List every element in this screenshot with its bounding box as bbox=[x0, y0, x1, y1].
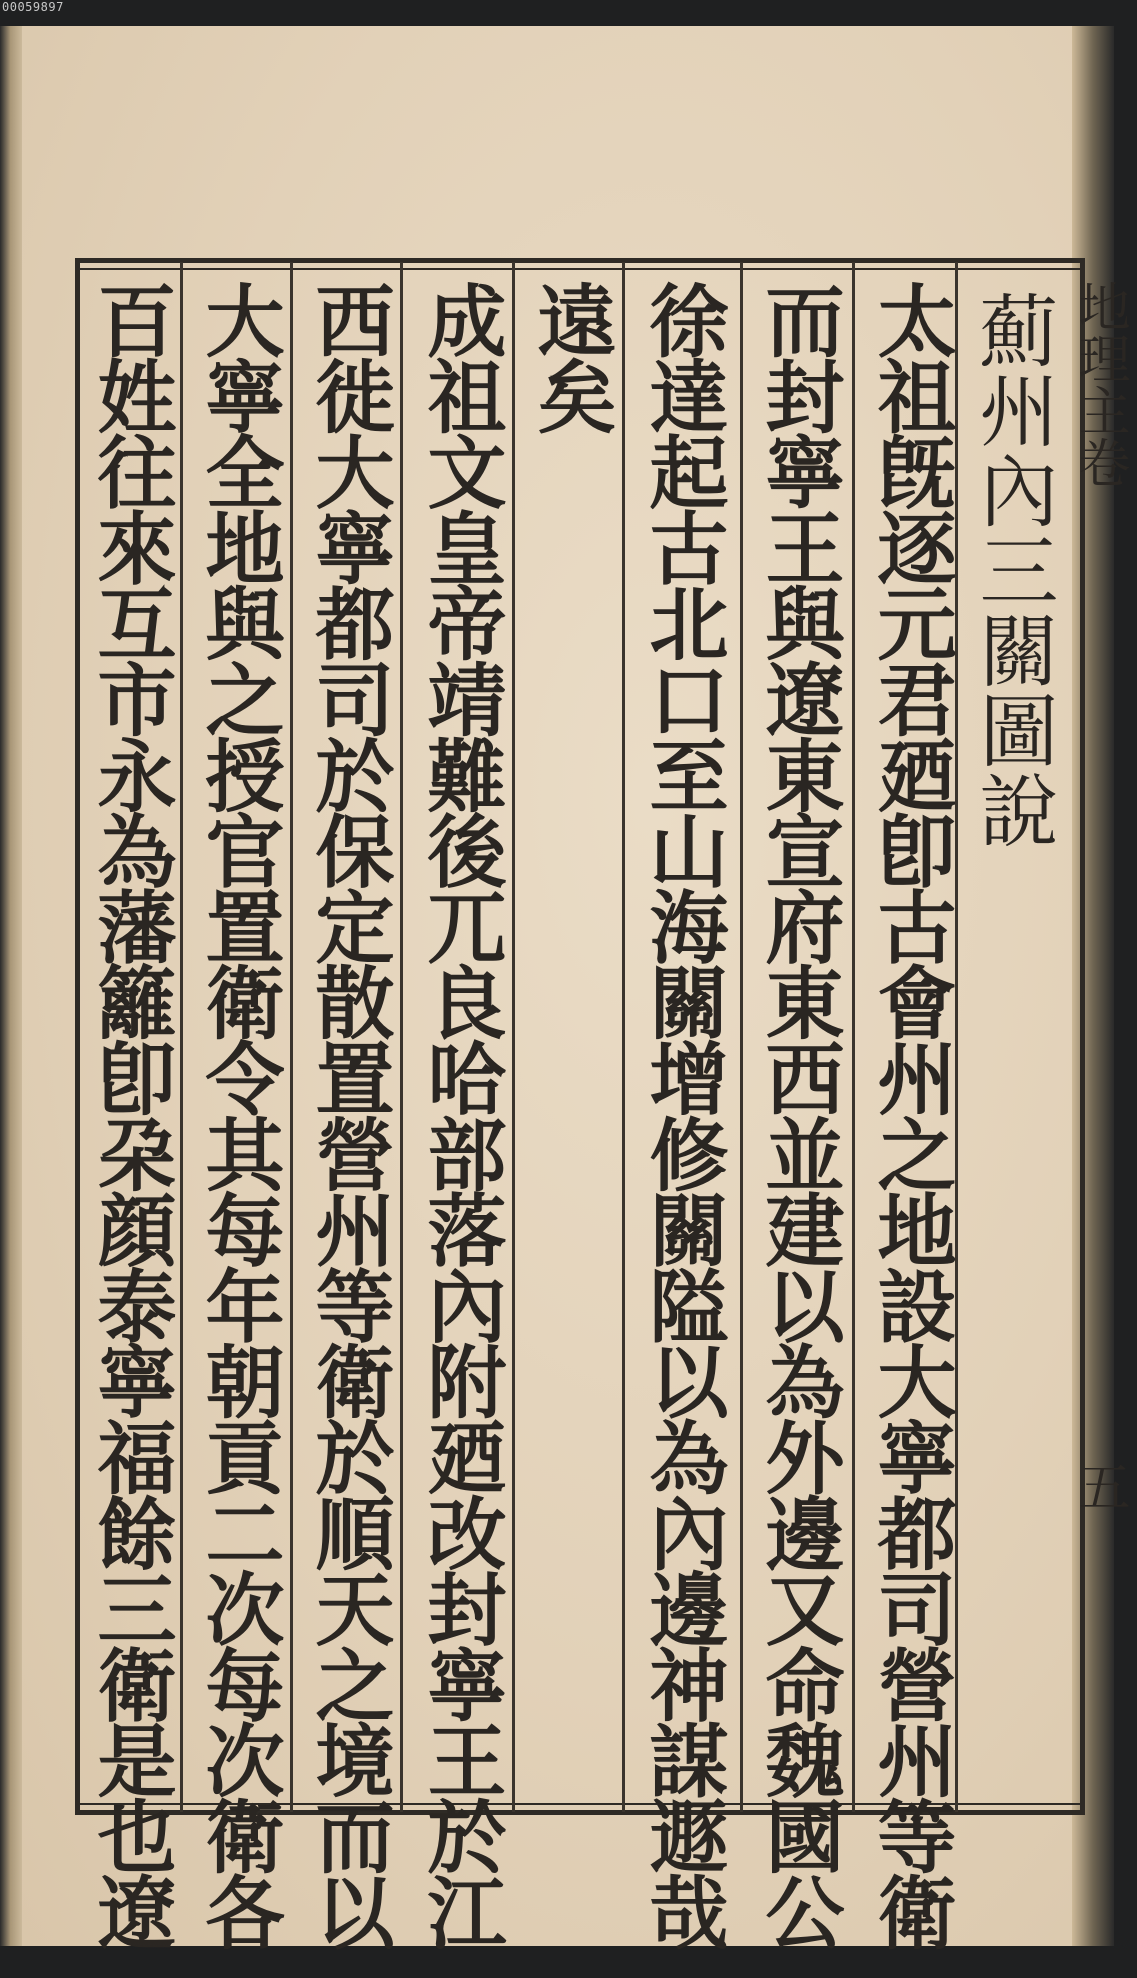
text-column-8: 百姓往來互市永為藩籬卽朶顔泰寧福餘三衛是也遼 bbox=[84, 280, 177, 1948]
text-column-3: 徐達起古北口至山海關增修關隘以為內邊神謀遯哉 bbox=[636, 280, 729, 1948]
margin-page-number: 五 bbox=[1069, 1460, 1129, 1512]
margin-caption: 地理主卷 bbox=[1069, 280, 1129, 488]
scan-id-label: 00059897 bbox=[2, 0, 64, 14]
column-rule bbox=[512, 262, 515, 1812]
column-rule bbox=[622, 262, 625, 1812]
text-column-1: 太祖旣逐元君廼卽古會州之地設大寧都司營州等衛 bbox=[864, 280, 957, 1948]
column-rule bbox=[290, 262, 293, 1812]
column-rule bbox=[400, 262, 403, 1812]
column-rule bbox=[740, 262, 743, 1812]
column-rule bbox=[180, 262, 183, 1812]
text-column-6: 西徙大寧都司於保定散置營州等衛於順天之境而以 bbox=[302, 280, 395, 1948]
text-column-4: 遠矣 bbox=[524, 280, 617, 432]
text-column-5: 成祖文皇帝靖難後兀良哈部落內附廼改封寧王於江 bbox=[414, 280, 507, 1948]
frame-inner-top-rule bbox=[75, 268, 1085, 270]
section-title: 薊州內三關圖說 bbox=[966, 290, 1058, 850]
column-rule bbox=[852, 262, 855, 1812]
text-column-2: 而封寧王與遼東宣府東西並建以為外邊又命魏國公 bbox=[752, 280, 845, 1948]
text-column-7: 大寧全地與之授官置衛令其每年朝貢二次每次衛各 bbox=[192, 280, 285, 1948]
